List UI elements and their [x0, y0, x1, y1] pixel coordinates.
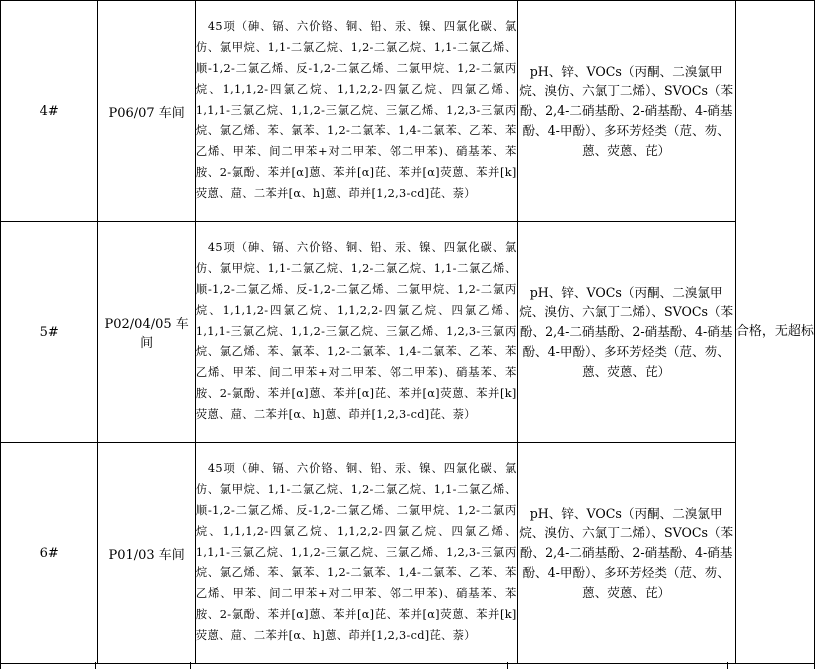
analysis-items-text: 45项（砷、镉、六价铬、铜、铅、汞、镍、四氯化碳、氯仿、氯甲烷、1,1-二氯乙烷、1,2-二氯乙烷、1,1-二氯乙烯、顺-1,2-二氯乙烯、反-1,2-二氯乙烯、二氯甲烷、1,2-二氯丙烷、1,1,1,2-四氯乙烷、1,1,2,2-四氯乙烷、四氯乙烯、1,1,1-三氯乙烷、1,1,2-三氯乙烷、三氯乙烯、1,2,3-三氯丙烷、氯乙烯、苯、氯苯、1,2-二氯苯、1,4-二氯苯、乙苯、苯乙烯、甲苯、间二甲苯+对二甲苯、邻二甲苯)、硝基苯、苯胺、2-氯酚、苯并[α]蒽、苯并[α]芘、苯并[α]荧蒽、苯并[k]荧蒽、䓛、二苯并[α、h]蒽、茚并[1,2,3-cd]芘、萘）: [195, 462, 517, 642]
analysis-items-text: 45项（砷、镉、六价铬、铜、铅、汞、镍、四氯化碳、氯仿、氯甲烷、1,1-二氯乙烷、1,2-二氯乙烷、1,1-二氯乙烯、顺-1,2-二氯乙烯、反-1,2-二氯乙烯、二氯甲烷、1,2-二氯丙烷、1,1,1,2-四氯乙烷、1,1,2,2-四氯乙烷、四氯乙烯、1,1,1-三氯乙烷、1,1,2-三氯乙烷、三氯乙烯、1,2,3-三氯丙烷、氯乙烯、苯、氯苯、1,2-二氯苯、1,4-二氯苯、乙苯、苯乙烯、甲苯、间二甲苯+对二甲苯、邻二甲苯)、硝基苯、苯胺、2-氯酚、苯并[α]蒽、苯并[α]芘、苯并[α]荧蒽、苯并[k]荧蒽、䓛、二苯并[α、h]蒽、茚并[1,2,3-cd]芘、萘）: [195, 241, 517, 421]
evaluation-result: 合格，无超标: [735, 1, 814, 664]
point-number: 5#: [1, 222, 98, 443]
extra-test-items: pH、锌、VOCs（丙酮、二溴氯甲烷、溴仿、六氯丁二烯）、SVOCs（苯酚、2,4-二硝基酚、2-硝基酚、4-硝基酚、4-甲酚）、多环芳烃类（苊、芴、蒽、荧蒽、芘）: [517, 1, 735, 222]
next-row-stub: [0, 662, 815, 669]
column-divider: [0, 662, 1, 669]
column-divider: [507, 662, 508, 669]
extra-test-items: pH、锌、VOCs（丙酮、二溴氯甲烷、溴仿、六氯丁二烯）、SVOCs（苯酚、2,4-二硝基酚、2-硝基酚、4-硝基酚、4-甲酚）、多环芳烃类（苊、芴、蒽、荧蒽、芘）: [517, 443, 735, 664]
column-divider: [190, 662, 191, 669]
analysis-items: [195, 1, 517, 222]
sampling-location: P06/07 车间: [98, 1, 195, 222]
table-row: [1, 1, 815, 222]
sampling-location: P02/04/05 车间: [98, 222, 195, 443]
point-number: 6#: [1, 443, 98, 664]
column-divider: [95, 662, 96, 669]
table-row: [1, 222, 815, 443]
sampling-location: P01/03 车间: [98, 443, 195, 664]
table-row: [1, 443, 815, 664]
column-divider: [814, 662, 815, 669]
analysis-items-text: 45项（砷、镉、六价铬、铜、铅、汞、镍、四氯化碳、氯仿、氯甲烷、1,1-二氯乙烷、1,2-二氯乙烷、1,1-二氯乙烯、顺-1,2-二氯乙烯、反-1,2-二氯乙烯、二氯甲烷、1,2-二氯丙烷、1,1,1,2-四氯乙烷、1,1,2,2-四氯乙烷、四氯乙烯、1,1,1-三氯乙烷、1,1,2-三氯乙烷、三氯乙烯、1,2,3-三氯丙烷、氯乙烯、苯、氯苯、1,2-二氯苯、1,4-二氯苯、乙苯、苯乙烯、甲苯、间二甲苯+对二甲苯、邻二甲苯)、硝基苯、苯胺、2-氯酚、苯并[α]蒽、苯并[α]芘、苯并[α]荧蒽、苯并[k]荧蒽、䓛、二苯并[α、h]蒽、茚并[1,2,3-cd]芘、萘）: [195, 20, 517, 200]
extra-test-items: pH、锌、VOCs（丙酮、二溴氯甲烷、溴仿、六氯丁二烯）、SVOCs（苯酚、2,4-二硝基酚、2-硝基酚、4-硝基酚、4-甲酚）、多环芳烃类（苊、芴、蒽、荧蒽、芘）: [517, 222, 735, 443]
column-divider: [727, 662, 728, 669]
analysis-items: [195, 443, 517, 664]
point-number: 4#: [1, 1, 98, 222]
analysis-items: [195, 222, 517, 443]
